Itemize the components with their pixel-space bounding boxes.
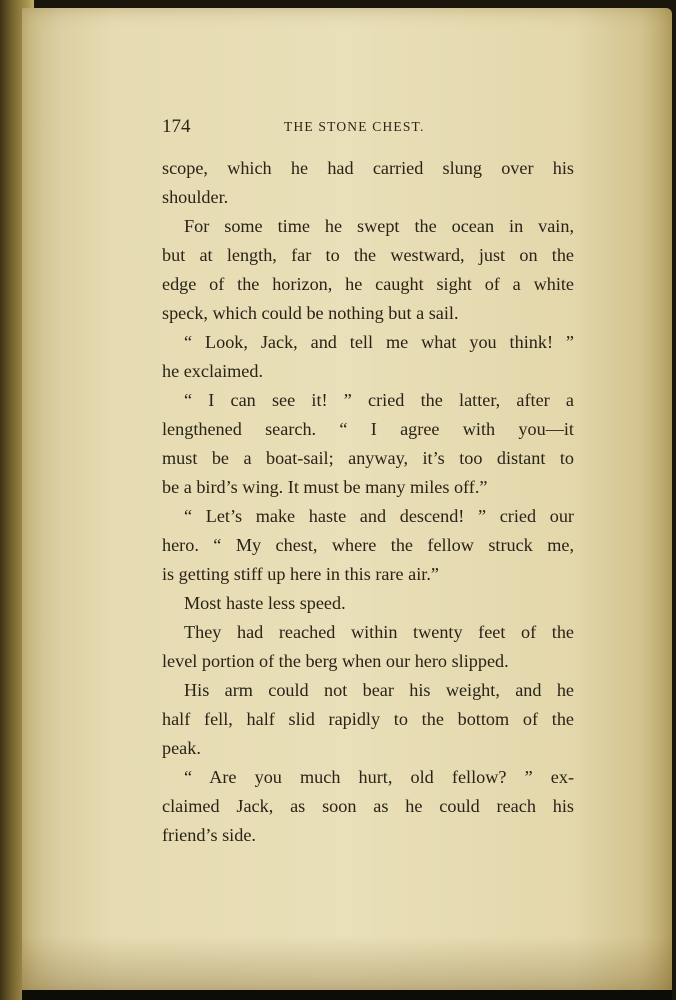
text-line: scope, which he had carried slung over his	[162, 158, 574, 178]
text-line: be a bird’s wing. It must be many miles off.”	[162, 477, 488, 497]
text-line: edge of the horizon, he caught sight of a white	[162, 274, 574, 294]
text-line: but at length, far to the westward, just on the	[162, 245, 574, 265]
page-header	[162, 116, 574, 140]
text-line: hero. “ My chest, where the fellow struck me,	[162, 535, 574, 555]
text-line: Most haste less speed.	[184, 593, 346, 613]
text-line: For some time he swept the ocean in vain,	[184, 216, 574, 236]
text-line: is getting stiff up here in this rare air.”	[162, 564, 439, 584]
page-bottom-edge	[22, 990, 672, 1000]
text-line: he exclaimed.	[162, 361, 263, 381]
running-title: THE STONE CHEST.	[284, 119, 425, 134]
text-line: claimed Jack, as soon as he could reach his	[162, 796, 574, 816]
body-text	[162, 154, 574, 850]
text-line: “ I can see it! ” cried the latter, after a	[184, 390, 574, 410]
text-line: They had reached within twenty feet of the	[184, 622, 574, 642]
text-line: shoulder.	[162, 187, 229, 207]
text-line: level portion of the berg when our hero slipped.	[162, 651, 509, 671]
text-line: speck, which could be nothing but a sail.	[162, 303, 459, 323]
page-number: 174	[162, 116, 191, 137]
text-line: His arm could not bear his weight, and he	[184, 680, 574, 700]
text-line: “ Let’s make haste and descend! ” cried our	[184, 506, 574, 526]
text-line: “ Are you much hurt, old fellow? ” ex-	[184, 767, 574, 787]
text-line: peak.	[162, 738, 201, 758]
text-line: lengthened search. “ I agree with you—it	[162, 419, 574, 439]
text-line: must be a boat-sail; anyway, it’s too distant to	[162, 448, 574, 468]
text-line: “ Look, Jack, and tell me what you think! ”	[184, 332, 574, 352]
text-line: half fell, half slid rapidly to the bottom of the	[162, 709, 574, 729]
text-line: friend’s side.	[162, 825, 256, 845]
